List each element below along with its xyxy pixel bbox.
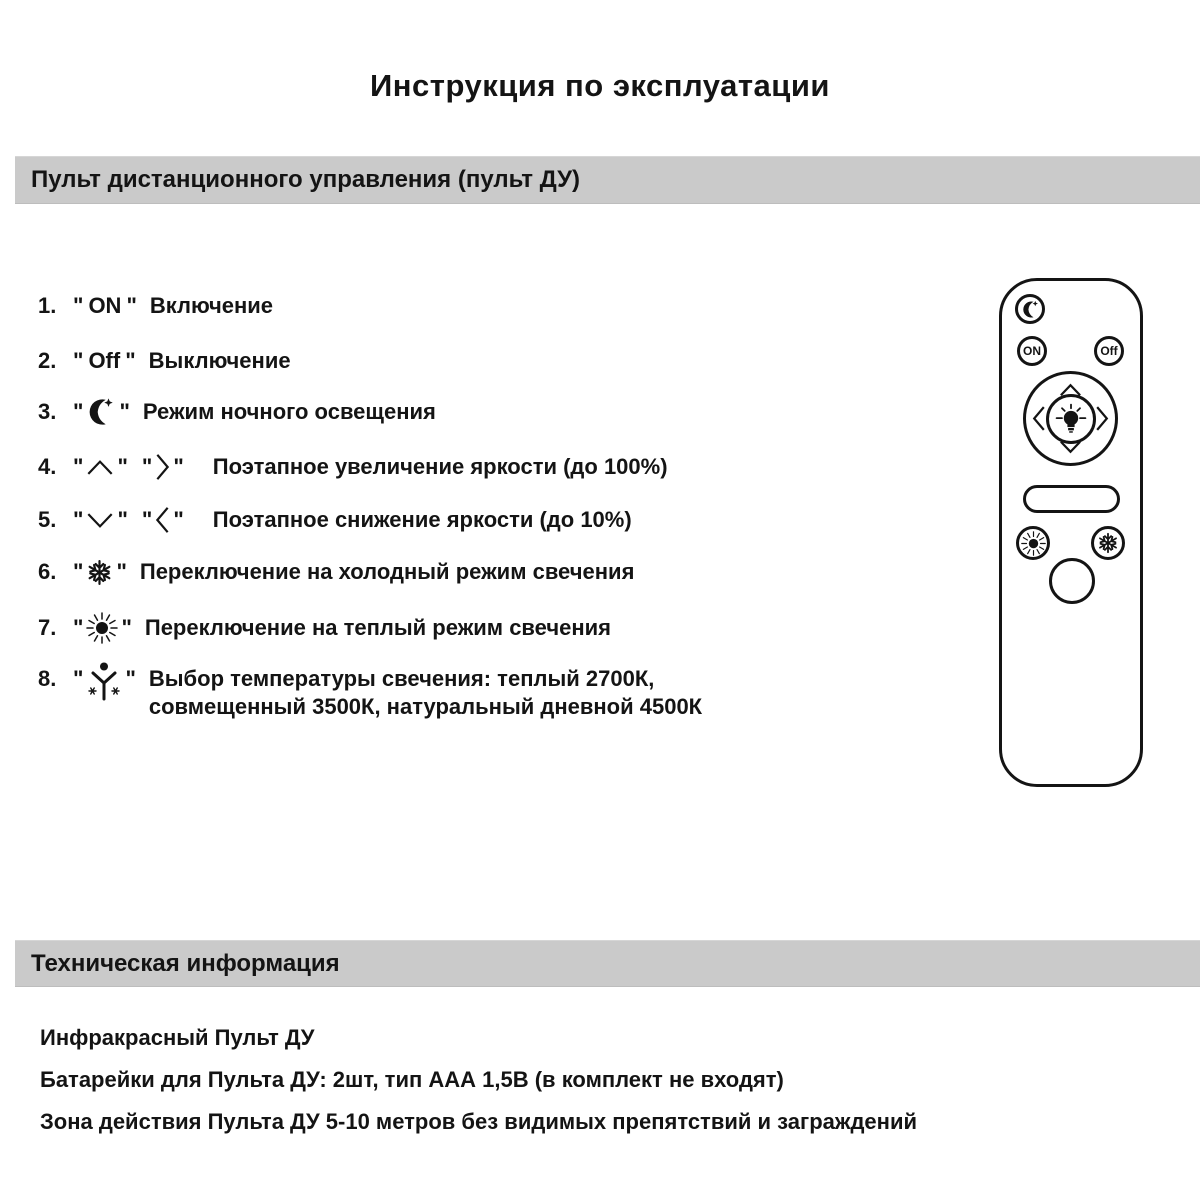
- on-button-label: ON: [1023, 344, 1041, 358]
- item-number: 3.: [38, 399, 57, 424]
- night-mode-button: [1015, 294, 1045, 324]
- list-item-5: [38, 505, 632, 535]
- list-item-1: [38, 292, 273, 320]
- quote-mark: ": [73, 666, 84, 691]
- tech-line-3: Зона действия Пульта ДУ 5-10 метров без видимых препятствий и заграждений: [40, 1109, 918, 1134]
- light-bulb-icon: [1053, 401, 1089, 437]
- on-button: [1017, 336, 1047, 366]
- list-item-7: [38, 612, 611, 644]
- item-text-line2: совмещенный 3500К, натуральный дневной 4500К: [148, 694, 703, 719]
- off-label: Off: [88, 348, 121, 373]
- snowflake-icon: [86, 559, 113, 586]
- list-item-2: [38, 347, 291, 375]
- chevron-right-icon: [1095, 397, 1109, 440]
- item-number: 7.: [38, 615, 57, 640]
- item-text: Поэтапное снижение яркости (до 10%): [212, 507, 632, 532]
- quote-mark: ": [117, 454, 128, 479]
- remote-illustration: [999, 278, 1143, 787]
- chevron-down-icon: [86, 512, 114, 529]
- chevron-up-icon: [86, 459, 114, 476]
- quote-mark: ": [73, 348, 84, 373]
- item-number: 8.: [38, 666, 57, 691]
- item-text: Выключение: [148, 348, 291, 373]
- dpad-center-button: [1046, 394, 1096, 444]
- chevron-left-icon: [155, 505, 170, 535]
- quote-mark: ": [173, 507, 184, 532]
- tech-line-2: Батарейки для Пульта ДУ: 2шт, тип ААА 1,5В (в комплект не входят): [40, 1067, 784, 1092]
- list-item-8: [38, 665, 702, 721]
- section-header-remote-label: Пульт дистанционного управления (пульт ДУ): [31, 166, 580, 193]
- quote-mark: ": [73, 615, 84, 640]
- off-button-label: Off: [1100, 344, 1118, 358]
- list-item-3: [38, 397, 436, 427]
- item-number: 1.: [38, 293, 57, 318]
- section-header-tech-label: Техническая информация: [31, 949, 340, 977]
- list-item-6: [38, 558, 634, 586]
- quote-mark: ": [173, 454, 184, 479]
- quote-mark: ": [73, 507, 84, 532]
- cold-mode-button: [1091, 526, 1125, 560]
- quote-mark: ": [117, 507, 128, 532]
- item-text: Поэтапное увеличение яркости (до 100%): [212, 454, 668, 479]
- quote-mark: ": [119, 399, 130, 424]
- color-temp-icon: [86, 661, 122, 701]
- chevron-left-icon: [1032, 397, 1046, 440]
- quote-mark: ": [73, 454, 84, 479]
- list-item-4: [38, 452, 668, 482]
- item-text: Переключение на холодный режим свечения: [139, 559, 635, 584]
- item-number: 6.: [38, 559, 57, 584]
- pill-button: [1023, 485, 1120, 513]
- item-number: 5.: [38, 507, 57, 532]
- quote-mark: ": [141, 507, 153, 532]
- off-button: [1094, 336, 1124, 366]
- round-button: [1049, 558, 1095, 604]
- warm-mode-button: [1016, 526, 1050, 560]
- quote-mark: ": [73, 399, 84, 424]
- item-text: Включение: [149, 293, 274, 318]
- item-number: 4.: [38, 454, 57, 479]
- quote-mark: ": [121, 615, 132, 640]
- quote-mark: ": [125, 666, 136, 691]
- moon-icon: [86, 397, 116, 427]
- item-text: [149, 665, 702, 721]
- quote-mark: ": [73, 293, 84, 318]
- moon-icon: [1021, 300, 1040, 319]
- sun-icon: [1021, 531, 1046, 556]
- quote-mark: ": [125, 348, 136, 373]
- chevron-right-icon: [155, 452, 170, 482]
- quote-mark: ": [126, 293, 137, 318]
- on-label: ON: [88, 293, 122, 318]
- sun-icon: [86, 612, 118, 644]
- page-title: Инструкция по эксплуатации: [370, 68, 830, 103]
- brightness-dpad: [1023, 371, 1118, 466]
- quote-mark: ": [73, 559, 84, 584]
- section-header-remote: [15, 156, 1200, 204]
- item-text: Режим ночного освещения: [142, 399, 436, 424]
- item-text: Переключение на теплый режим свечения: [144, 615, 612, 640]
- snowflake-icon: [1097, 532, 1119, 554]
- item-number: 2.: [38, 348, 57, 373]
- item-text-line1: Выбор температуры свечения: теплый 2700К,: [148, 666, 655, 691]
- tech-line-1: Инфракрасный Пульт ДУ: [40, 1025, 315, 1050]
- quote-mark: ": [116, 559, 127, 584]
- section-header-tech: [15, 940, 1200, 987]
- quote-mark: ": [141, 454, 153, 479]
